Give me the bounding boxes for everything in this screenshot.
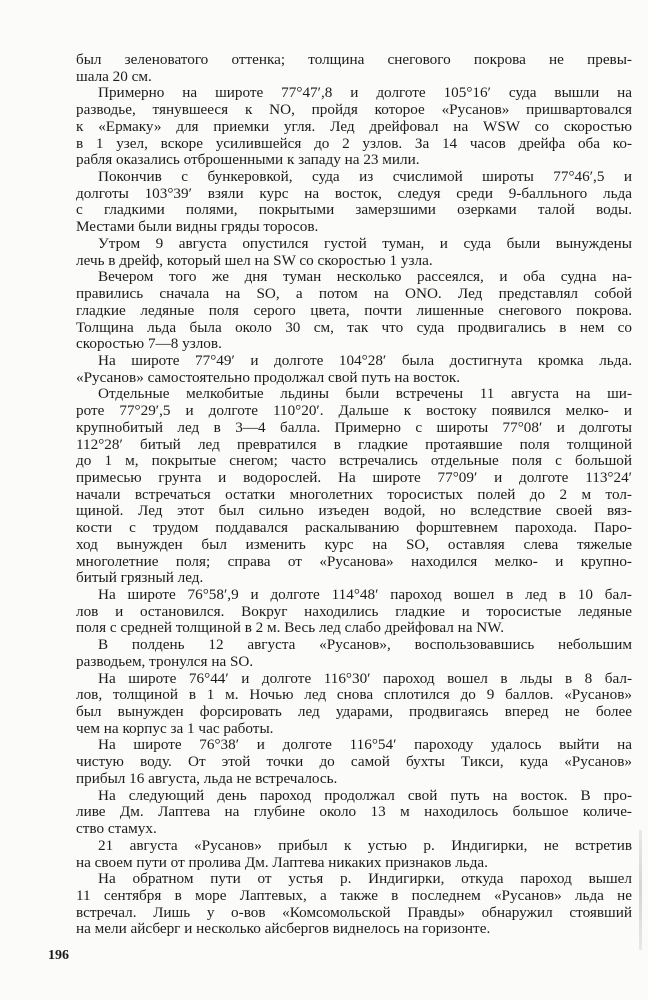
text-line: с гладкими полями, покрытыми замерзшими озерками талой воды.	[76, 202, 632, 219]
text-line: щиной. Лед этот был сильно изъеден водой, но вследствие своей вяз-	[76, 503, 632, 520]
text-line: поля с средней толщиной в 2 м. Весь лед слабо дрейфовал на NW.	[76, 620, 505, 637]
text-line: гладкие ледяные поля серого цвета, почти лишенные снегового покрова.	[76, 302, 632, 319]
text-line: ство стамух.	[76, 821, 157, 838]
text-line: был зеленоватого оттенка; толщина снегового покрова не превы-	[76, 52, 632, 68]
text-line: правились сначала на SO, а потом на ONO. Лед представлял собой	[76, 286, 632, 303]
text-line: битый грязный лед.	[76, 570, 204, 587]
text-line: многолетние поля; справа от «Русанова» находился мелко- и крупно-	[76, 553, 632, 570]
text-line: кости с трудом поддавался раскалыванию форштевнем парохода. Паро-	[76, 520, 632, 537]
text-line: лов, толщиной в 1 м. Ночью лед снова сплотился до 9 баллов. «Русанов»	[76, 687, 632, 704]
text-line: прибыл 16 августа, льда не встречалось.	[76, 770, 338, 787]
text-line: Примерно на широте 77°47′,8 и долготе 105°16′ суда вышли на	[98, 85, 632, 102]
text-line: лов и остановился. Вокруг находились гладкие и торосистые ледяные	[76, 603, 632, 620]
text-line: лечь в дрейф, который шел на SW со скоростью 1 узла.	[76, 252, 433, 269]
text-line: встречал. Лишь у о-вов «Комсомольской Правды» обнаружил стоявший	[76, 904, 632, 921]
text-line: Местами были видны гряды торосов.	[76, 219, 319, 236]
text-line: ливе Дм. Лаптева на глубине около 13 м находилось большое количе-	[76, 804, 632, 821]
text-line: долготы 103°39′ взяли курс на восток, следуя среди 9-балльного льда	[76, 185, 632, 202]
text-line: На широте 76°58′,9 и долготе 114°48′ пароход вошел в лед в 10 бал-	[98, 587, 632, 603]
text-line: разводье, тянувшееся к NO, пройдя которое «Русанов» пришвартовался	[76, 102, 632, 119]
text-line: 21 августа «Русанов» прибыл к устью р. Индигирки, не встретив	[98, 837, 632, 854]
text-line: чистую воду. От этой точки до самой бухты Тикси, куда «Русанов»	[76, 754, 632, 771]
text-line: чем на корпус за 1 час работы.	[76, 720, 274, 737]
text-line: В полдень 12 августа «Русанов», воспользовавшись небольшим	[98, 637, 632, 654]
text-line: На обратном пути от устья р. Индигирки, откуда пароход вышел	[98, 871, 632, 888]
text-line: в 1 узел, вскоре усилившейся до 2 узлов. За 14 часов дрейфа оба ко-	[76, 135, 632, 152]
text-line: на мели айсберг и несколько айсбергов виднелось на горизонте.	[76, 921, 491, 938]
text-line: на своем пути от пролива Дм. Лаптева никаких признаков льда.	[76, 854, 488, 871]
text-line: На следующий день пароход продолжал свой путь на восток. В про-	[98, 787, 632, 804]
text-line: На широте 76°44′ и долготе 116°30′ пароход вошел в льды в 8 бал-	[98, 670, 632, 687]
text-line: 112°28′ битый лед превратился в гладкие протаявшие поля толщиной	[76, 436, 632, 453]
text-line: начали встречаться остатки многолетних торосистых полей до 2 м тол-	[76, 486, 632, 503]
text-line: был вынужден форсировать лед ударами, продвигаясь вперед не более	[76, 704, 632, 721]
text-line: На широте 77°49′ и долготе 104°28′ была достигнута кромка льда.	[98, 352, 632, 369]
text-line: ход вынужден был изменить курс на SO, оставляя слева тяжелые	[76, 536, 632, 553]
text-line: роте 77°29′,5 и долготе 110°20′. Дальше к востоку появился мелко- и	[76, 403, 632, 420]
text-line: к «Ермаку» для приемки угля. Лед дрейфовал на WSW со скоростью	[76, 118, 632, 135]
text-line: Толщина льда была около 30 см, так что суда продвигались в нем со	[76, 319, 632, 336]
text-line: рабля оказались отброшенными к западу на 23 мили.	[76, 152, 420, 169]
text-line: скоростью 7—8 узлов.	[76, 336, 222, 353]
text-line: 11 сентября в море Лаптевых, а также в последнем «Русанов» льда не	[76, 887, 632, 904]
text-line: до 1 м, покрытые снегом; часто встречались отдельные поля с большой	[76, 453, 632, 470]
text-line: крупнобитый лед в 3—4 балла. Примерно с широты 77°08′ и долготы	[76, 419, 632, 436]
text-line: Покончив с бункеровкой, суда из счислимой широты 77°46′,5 и	[98, 169, 632, 186]
text-line: разводьем, тронулся на SO.	[76, 653, 254, 670]
text-line: Отдельные мелкобитые льдины были встречены 11 августа на ши-	[98, 386, 632, 403]
text-line: примесью грунта и водорослей. На широте 77°09′ и долготе 113°24′	[76, 469, 632, 486]
text-line: На широте 76°38′ и долготе 116°54′ пароходу удалось выйти на	[98, 737, 632, 754]
text-line: Утром 9 августа опустился густой туман, и суда были вынуждены	[98, 235, 632, 252]
text-line: шала 20 см.	[76, 68, 152, 85]
text-line: «Русанов» самостоятельно продолжал свой путь на восток.	[76, 369, 461, 386]
page-number: 196	[48, 948, 69, 963]
document-body	[76, 52, 632, 938]
page-edge-shadow	[639, 830, 642, 950]
text-line: Вечером того же дня туман несколько рассеялся, и оба судна на-	[98, 269, 632, 286]
